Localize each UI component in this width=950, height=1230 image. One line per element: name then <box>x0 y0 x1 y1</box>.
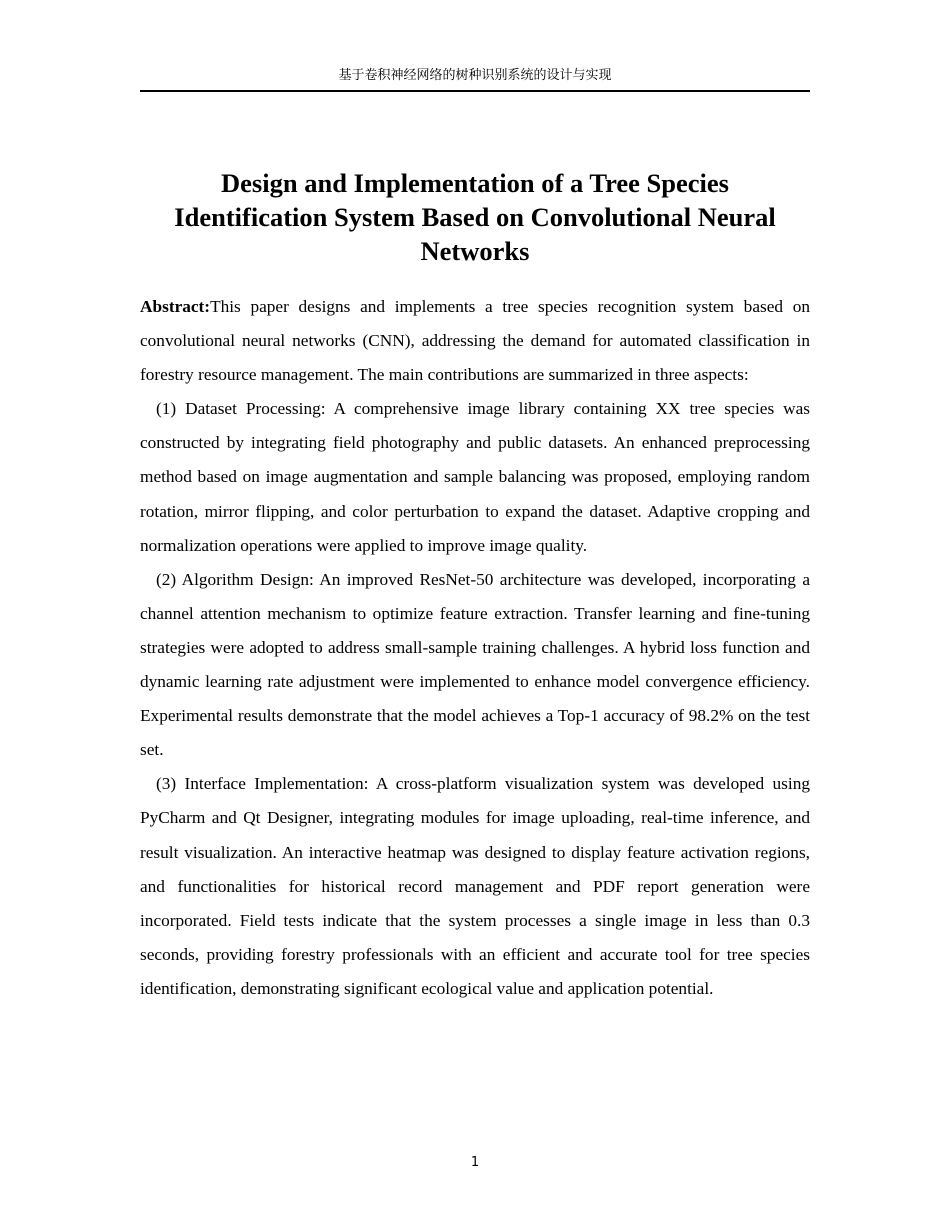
abstract-intro-paragraph <box>140 290 810 392</box>
running-header <box>140 64 810 92</box>
abstract-point-2: (2) Algorithm Design: An improved ResNet-50 architecture was developed, incorporating a channel attention mechanism to optimize feature extraction. Transfer learning and fine-tuning strategies were adopted to address small-sample training challenges. A hybrid loss function and dynamic learning rate adjustment were implemented to enhance model convergence efficiency. Experimental results demonstrate that the model achieves a Top-1 accuracy of 98.2% on the test set. <box>140 569 810 760</box>
page-number: 1 <box>470 1155 480 1170</box>
abstract-point-3: (3) Interface Implementation: A cross-platform visualization system was developed using PyCharm and Qt Designer, integrating modules for image uploading, real-time inference, and result visualization. An interactive heatmap was designed to display feature activation regions, and functionalities for historical record management and PDF report generation were incorporated. Field tests indicate that the system processes a single image in less than 0.3 seconds, providing forestry professionals with an efficient and accurate tool for tree species identification, demonstrating significant ecological value and application potential. <box>140 774 810 998</box>
abstract-point-1: (1) Dataset Processing: A comprehensive image library containing XX tree species was constructed by integrating field photography and public datasets. An enhanced preprocessing method based on image augmentation and sample balancing was proposed, employing random rotation, mirror flipping, and color perturbation to expand the dataset. Adaptive cropping and normalization operations were applied to improve image quality. <box>140 399 810 555</box>
paper-title <box>140 166 810 268</box>
paper-title-line-3: Networks <box>420 236 530 266</box>
running-header-title: 基于卷积神经网络的树种识别系统的设计与实现 <box>338 68 612 83</box>
abstract-label: Abstract: <box>140 297 211 316</box>
abstract-section <box>140 290 810 1006</box>
abstract-intro-text: This paper designs and implements a tree species recognition system based on convolutional neural networks (CNN), addressing the demand for automated classification in forestry resource management. The main contributions are summarized in three aspects: <box>140 297 810 385</box>
paper-title-line-2: Identification System Based on Convolutional Neural <box>174 202 776 232</box>
paper-title-line-1: Design and Implementation of a Tree Species <box>221 168 729 198</box>
